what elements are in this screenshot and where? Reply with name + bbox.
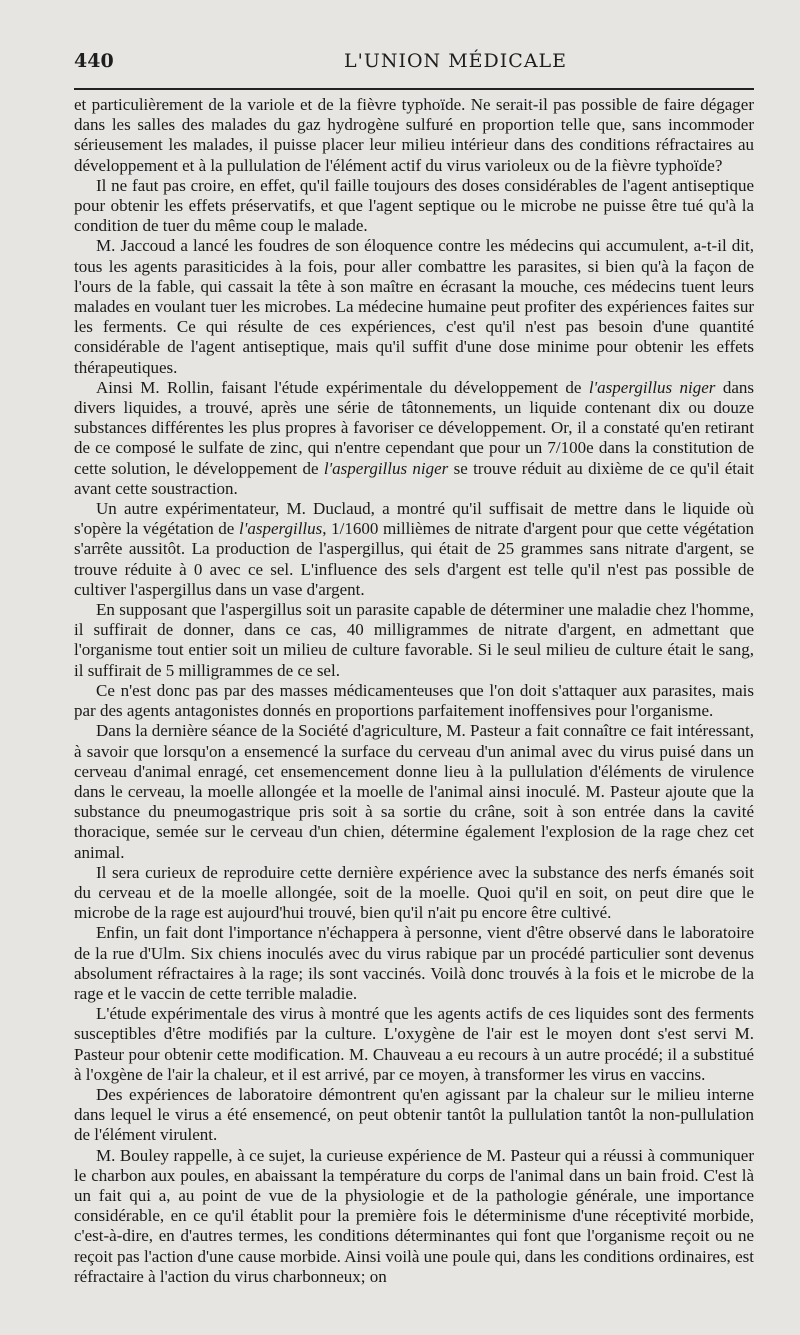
paragraph: Il sera curieux de reproduire cette dernière expérience avec la substance des nerfs émanés soit du cerveau et de la moelle allongée, soit de la moelle. Quoi qu'il en soit, on peut dire que le microbe de la rage est aujourd'hui trouvé, bien qu'il n'ait pu encore être cultivé. [74, 862, 754, 923]
paragraph: Il ne faut pas croire, en effet, qu'il faille toujours des doses considérables de l'agent antiseptique pour obtenir les effets préservatifs, et que l'agent septique ou le microbe ne puisse être tué qu'à la condition de tuer du même coup le malade. [74, 175, 754, 236]
paragraph: Ce n'est donc pas par des masses médicamenteuses que l'on doit s'attaquer aux parasites, mais par des agents antagonistes donnés en proportions parfaitement inoffensives pour l'organisme. [74, 680, 754, 721]
paragraph: M. Jaccoud a lancé les foudres de son éloquence contre les médecins qui accumulent, a-t-il dit, tous les agents parasiticides à la fois, pour aller combattre les parasites, si bien qu'à la façon de l'ours de la fable, qui cassait la tête à son maître en écrasant la mouche, ces médecins tuent leurs malades en voulant tuer les microbes. La médecine humaine peut profiter des expériences faites sur les ferments. Ce qui résulte de ces expériences, c'est qu'il n'est pas besoin d'une quantité considérable de l'agent antiseptique, mais qu'il suffit d'une dose minime pour obtenir les effets thérapeutiques. [74, 236, 754, 377]
page-header [74, 50, 754, 80]
paragraph: Dans la dernière séance de la Société d'agriculture, M. Pasteur a fait connaître ce fait intéressant, à savoir que lorsqu'on a ensemencé la surface du cerveau d'un animal avec du virus puisé dans un cerveau d'animal enragé, cet ensemencement donne lieu à la pullulation d'éléments de virulence dans le cerveau, la moelle allongée et la moelle de l'animal ainsi inoculé. M. Pasteur ajoute que la substance du pneumogastrique pris soit à sa sortie du crâne, soit à son entrée dans la cavité thoracique, semée sur le cerveau d'un chien, détermine également l'explosion de la rage chez cet animal. [74, 721, 754, 862]
journal-title: L'UNION MÉDICALE [344, 50, 568, 72]
paragraph: Ainsi M. Rollin, faisant l'étude expérimentale du développement de l'aspergillus niger dans divers liquides, a trouvé, après une série de tâtonnements, un liquide contenant dix ou douze substances différentes les plus propres à favoriser ce développement. Or, il a constaté qu'en retirant de ce composé le sulfate de zinc, qui n'entre cependant que pour un 7/100e dans la constitution de cette solution, le développement de l'aspergillus niger se trouve réduit au dixième de ce qu'il était avant cette soustraction. [74, 377, 754, 498]
header-rule [74, 88, 754, 90]
paragraph: Enfin, un fait dont l'importance n'échappera à personne, vient d'être observé dans le laboratoire de la rue d'Ulm. Six chiens inoculés avec du virus rabique par un procédé particulier sont devenus absolument réfractaires à la rage; ils sont vaccinés. Voilà donc trouvés à la fois et le microbe de la rage et le vaccin de cette terrible maladie. [74, 923, 754, 1003]
species-name: l'aspergillus niger [323, 458, 449, 478]
paragraph: Des expériences de laboratoire démontrent qu'en agissant par la chaleur sur le milieu interne dans lequel le virus a été ensemencé, on peut obtenir tantôt la pullulation tantôt la non-pullulation de l'élément virulent. [74, 1084, 754, 1145]
paragraph: L'étude expérimentale des virus à montré que les agents actifs de ces liquides sont des ferments susceptibles d'être modifiés par la culture. L'oxygène de l'air est le moyen dont s'est servi M. Pasteur pour obtenir cette modification. M. Chauveau a eu recours à un autre procédé; il a substitué à l'oxgène de l'air la chaleur, et il est arrivé, par ce moyen, à transformer les virus en vaccins. [74, 1004, 754, 1084]
page-number: 440 [74, 50, 114, 72]
species-name: l'aspergillus [238, 519, 323, 539]
paragraph: M. Bouley rappelle, à ce sujet, la curieuse expérience de M. Pasteur qui a réussi à communiquer le charbon aux poules, en abaissant la température du corps de l'animal dans un bain froid. C'est là un fait qui a, au point de vue de la physiologie et de la pathologie générale, une importance considérable, en ce qu'il établit pour la première fois le déterminisme d'une réceptivité morbide, c'est-à-dire, en d'autres termes, les conditions déterminantes qui font que l'organisme reçoit ou ne reçoit pas l'action d'une cause morbide. Ainsi voilà une poule qui, dans les conditions ordinaires, est réfractaire à l'action du virus charbonneux; on [74, 1145, 754, 1286]
paragraph: En supposant que l'aspergillus soit un parasite capable de déterminer une maladie chez l'homme, il suffirait de donner, dans ce cas, 40 milligrammes de nitrate d'argent, en admettant que l'organisme tout entier soit un milieu de culture favorable. Si le seul milieu de culture était le sang, il suffirait de 5 milligrammes de ce sel. [74, 600, 754, 680]
article-body [74, 95, 754, 1287]
paragraph: Un autre expérimentateur, M. Duclaud, a montré qu'il suffisait de mettre dans le liquide où s'opère la végétation de l'aspergillus, 1/1600 millièmes de nitrate d'argent pour que cette végétation s'arrête aussitôt. La production de l'aspergillus, qui était de 25 grammes sans nitrate d'argent, se trouve réduite à 0 avec ce sel. L'influence des sels d'argent est telle qu'il n'est pas possible de cultiver l'aspergillus dans un vase d'argent. [74, 499, 754, 599]
species-name: l'aspergillus niger [588, 377, 716, 397]
paragraph: et particulièrement de la variole et de la fièvre typhoïde. Ne serait-il pas possible de faire dégager dans les salles des malades du gaz hydrogène sulfuré en proportion telle que, sans incommoder sérieusement les malades, il puisse placer leur milieu intérieur dans des conditions réfractaires au développement et à la pullulation de l'élément actif du virus varioleux ou de la fièvre typhoïde? [74, 95, 754, 175]
